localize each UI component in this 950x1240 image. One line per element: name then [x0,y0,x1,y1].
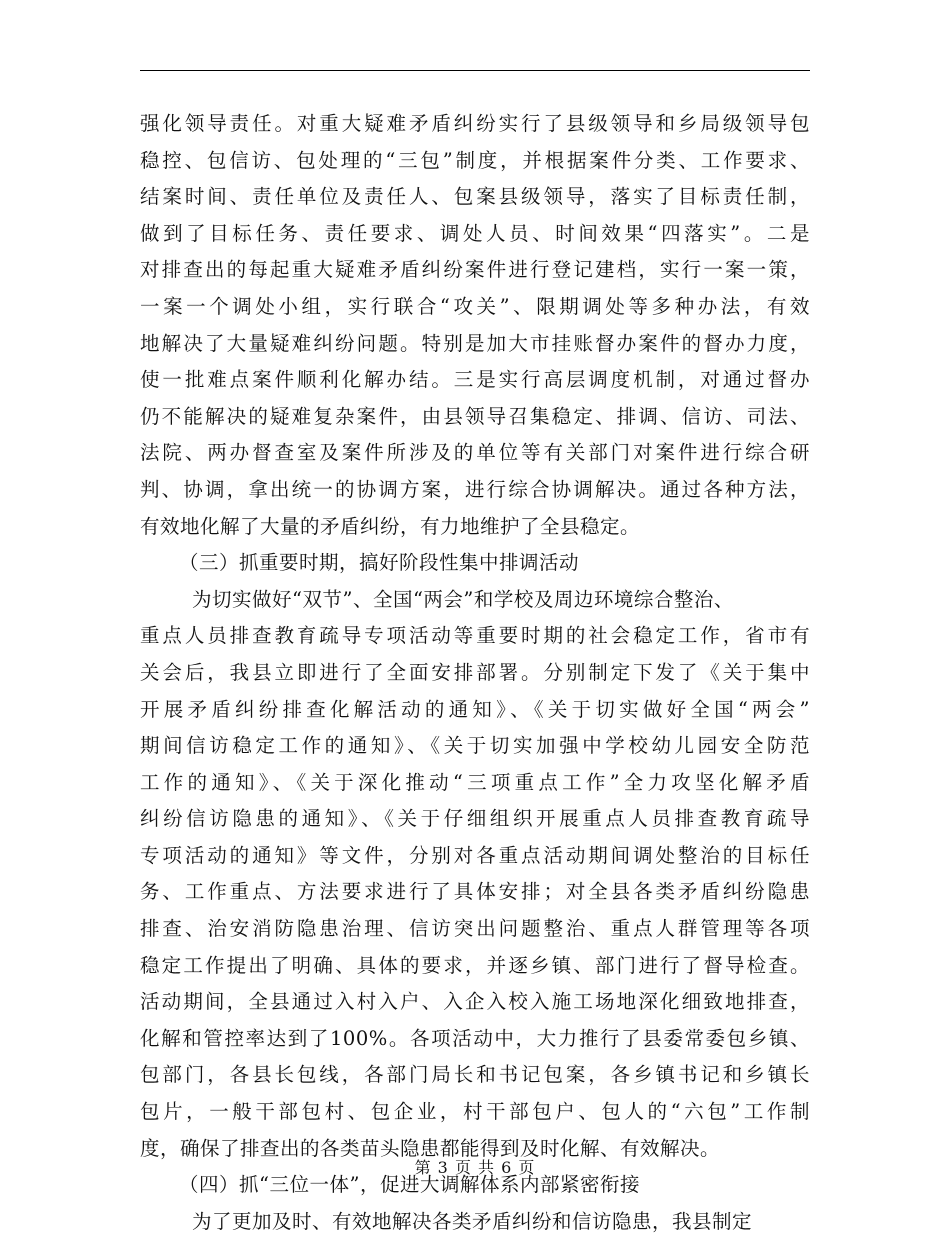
text-line: 对排查出的每起重大疑难矛盾纠纷案件进行登记建档，实行一案一策， [140,258,810,282]
section-heading: （四）抓“三位一体”，促进大调解体系内部紧密衔接 [179,1173,640,1197]
text-line: 强化领导责任。对重大疑难矛盾纠纷实行了县级领导和乡局级领导包 [140,112,810,135]
section-heading: （三）抓重要时期，搞好阶段性集中排调活动 [179,551,580,575]
text-line: 工作的通知》、《关于深化推动“三项重点工作”全力攻坚化解矛盾 [140,770,810,794]
text-line: 专项活动的通知》等文件，分别对各重点活动期间调处整治的目标任 [140,843,810,867]
body-text [140,106,810,1240]
text-line: 关会后，我县立即进行了全面安排部署。分别制定下发了《关于集中 [140,660,810,684]
text-line: 法院、两办督查室及案件所涉及的单位等有关部门对案件进行综合研 [140,441,810,465]
text-line: 重点人员排查教育疏导专项活动等重要时期的社会稳定工作，省市有 [140,624,810,648]
text-line: 纠纷信访隐患的通知》、《关于仔细组织开展重点人员排查教育疏导 [140,807,810,831]
text-line: 开展矛盾纠纷排查化解活动的通知》、《关于切实做好全国“两会” [140,697,810,721]
text-line: 为了更加及时、有效地解决各类矛盾纠纷和信访隐患，我县制定 [192,1209,753,1233]
text-line: 稳控、包信访、包处理的“三包”制度，并根据案件分类、工作要求、 [140,148,810,172]
text-line: 地解决了大量疑难纠纷问题。特别是加大市挂账督办案件的督办力度， [140,331,810,355]
text-line: 排查、治安消防隐患治理、信访突出问题整治、重点人群管理等各项 [140,917,810,941]
text-line: 使一批难点案件顺利化解办结。三是实行高层调度机制，对通过督办 [140,368,810,392]
page-footer: 第 3 页 共 6 页 [414,1158,536,1177]
text-line: 有效地化解了大量的矛盾纠纷，有力地维护了全县稳定。 [140,514,641,538]
text-line: 稳定工作提出了明确、具体的要求，并逐乡镇、部门进行了督导检查。 [140,953,810,977]
text-line: 包部门，各县长包线，各部门局长和书记包案，各乡镇书记和乡镇长 [140,1063,810,1087]
text-line: 度，确保了排查出的各类苗头隐患都能得到及时化解、有效解决。 [140,1136,721,1160]
text-line: 结案时间、责任单位及责任人、包案县级领导，落实了目标责任制， [140,185,810,209]
text-line: 化解和管控率达到了100%。各项活动中，大力推行了县委常委包乡镇、 [140,1026,810,1050]
header-rule [140,70,810,71]
text-line: 判、协调，拿出统一的协调方案，进行综合协调解决。通过各种方法， [140,477,810,501]
text-line: 做到了目标任务、责任要求、调处人员、时间效果“四落实”。二是 [140,221,810,245]
text-line: 仍不能解决的疑难复杂案件，由县领导召集稳定、排调、信访、司法、 [140,404,810,428]
text-line: 为切实做好“双节”、全国“两会”和学校及周边环境综合整治、 [192,587,734,611]
text-line: 包片，一般干部包村、包企业，村干部包户、包人的“六包”工作制 [140,1100,810,1124]
text-line: 活动期间，全县通过入村入户、入企入校入施工场地深化细致地排查， [140,990,810,1014]
text-line: 一案一个调处小组，实行联合“攻关”、限期调处等多种办法，有效 [140,294,810,318]
text-line: 务、工作重点、方法要求进行了具体安排；对全县各类矛盾纠纷隐患 [140,880,810,904]
text-line: 期间信访稳定工作的通知》、《关于切实加强中学校幼儿园安全防范 [140,734,810,758]
